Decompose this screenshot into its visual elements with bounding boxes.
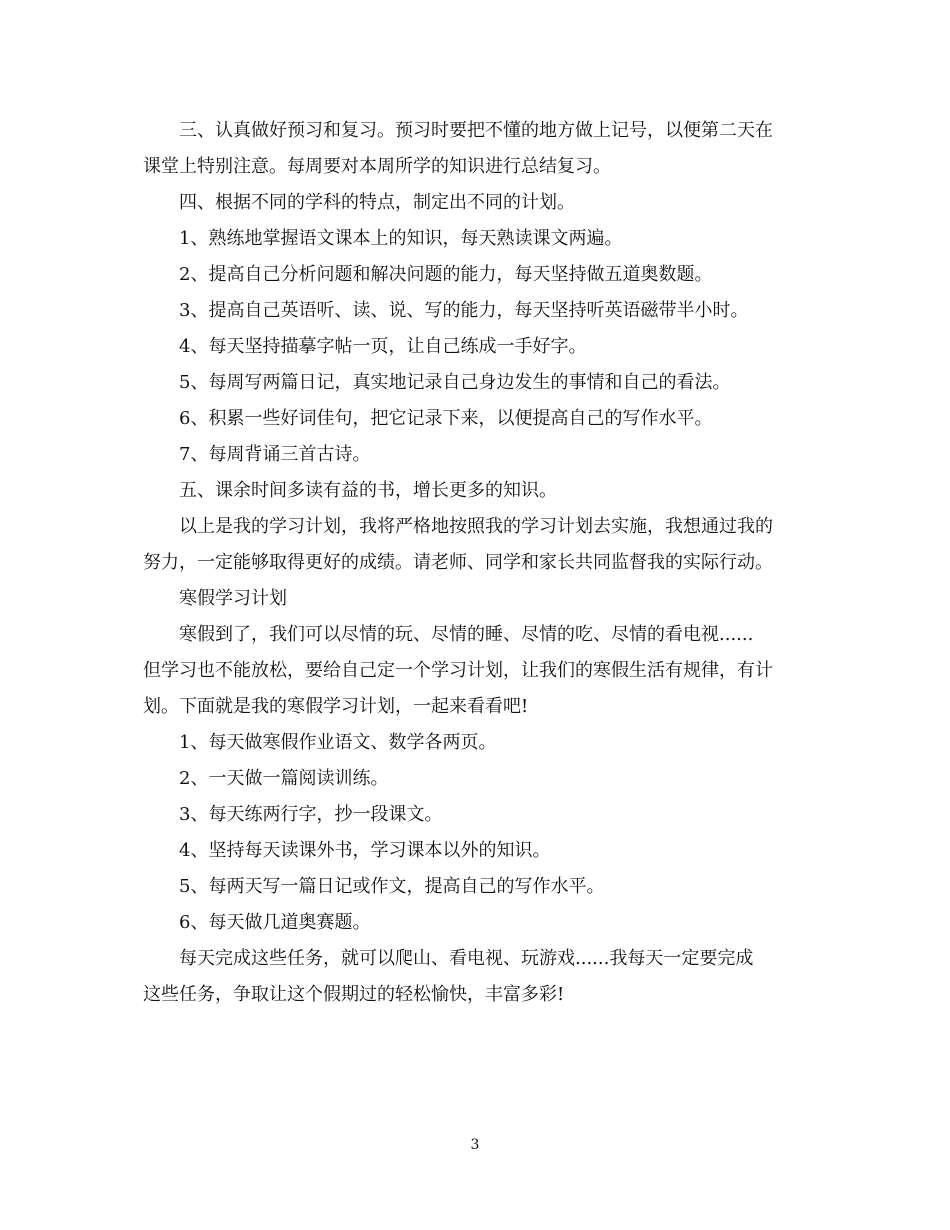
text-line: 寒假学习计划 — [179, 588, 287, 609]
text-line: 6、每天做几道奥赛题。 — [179, 912, 371, 933]
text-line: 课堂上特别注意。每周要对本周所学的知识进行总结复习。 — [143, 156, 611, 177]
paragraph — [143, 797, 808, 833]
text-line: 五、课余时间多读有益的书，增长更多的知识。 — [179, 480, 557, 501]
text-line: 6、积累一些好词佳句，把它记录下来，以便提高自己的写作水平。 — [179, 408, 713, 429]
text-line: 2、提高自己分析问题和解决问题的能力，每天坚持做五道奥数题。 — [179, 264, 713, 285]
text-line: 3、每天练两行字，抄一段课文。 — [179, 804, 443, 825]
paragraph — [143, 473, 808, 509]
text-line: 2、一天做一篇阅读训练。 — [179, 768, 389, 789]
text-line: 4、每天坚持描摹字帖一页，让自己练成一手好字。 — [179, 336, 587, 357]
text-line: 1、熟练地掌握语文课本上的知识，每天熟读课文两遍。 — [179, 228, 623, 249]
paragraph — [143, 437, 808, 473]
text-line: 努力，一定能够取得更好的成绩。请老师、同学和家长共同监督我的实际行动。 — [143, 552, 773, 573]
document-body — [143, 113, 808, 1013]
text-line: 划。下面就是我的寒假学习计划，一起来看看吧! — [143, 696, 529, 717]
text-line: 四、根据不同的学科的特点，制定出不同的计划。 — [179, 192, 575, 213]
text-line: 3、提高自己英语听、读、说、写的能力，每天坚持听英语磁带半小时。 — [179, 300, 749, 321]
paragraph — [143, 113, 808, 185]
text-line: 5、每两天写一篇日记或作文，提高自己的写作水平。 — [179, 876, 605, 897]
text-line: 5、每周写两篇日记，真实地记录自己身边发生的事情和自己的看法。 — [179, 372, 731, 393]
text-line: 这些任务，争取让这个假期过的轻松愉快，丰富多彩! — [143, 984, 565, 1005]
text-line: 每天完成这些任务，就可以爬山、看电视、玩游戏......我每天一定要完成 — [179, 948, 754, 969]
paragraph — [143, 905, 808, 941]
paragraph — [143, 257, 808, 293]
text-line: 4、坚持每天读课外书，学习课本以外的知识。 — [179, 840, 551, 861]
paragraph — [143, 221, 808, 257]
paragraph — [143, 185, 808, 221]
text-line: 三、认真做好预习和复习。预习时要把不懂的地方做上记号，以便第二天在 — [179, 120, 773, 141]
paragraph — [143, 581, 808, 617]
paragraph — [143, 617, 808, 725]
page-number: 3 — [470, 1137, 480, 1153]
paragraph — [143, 761, 808, 797]
text-line: 1、每天做寒假作业语文、数学各两页。 — [179, 732, 497, 753]
paragraph — [143, 329, 808, 365]
text-line: 7、每周背诵三首古诗。 — [179, 444, 371, 465]
paragraph — [143, 509, 808, 581]
text-line: 但学习也不能放松，要给自己定一个学习计划，让我们的寒假生活有规律，有计 — [143, 660, 773, 681]
paragraph — [143, 941, 808, 1013]
paragraph — [143, 725, 808, 761]
text-line: 以上是我的学习计划，我将严格地按照我的学习计划去实施，我想通过我的 — [179, 516, 773, 537]
paragraph — [143, 401, 808, 437]
text-line: 寒假到了，我们可以尽情的玩、尽情的睡、尽情的吃、尽情的看电视...... — [179, 624, 754, 645]
paragraph — [143, 869, 808, 905]
paragraph — [143, 833, 808, 869]
paragraph — [143, 365, 808, 401]
paragraph — [143, 293, 808, 329]
